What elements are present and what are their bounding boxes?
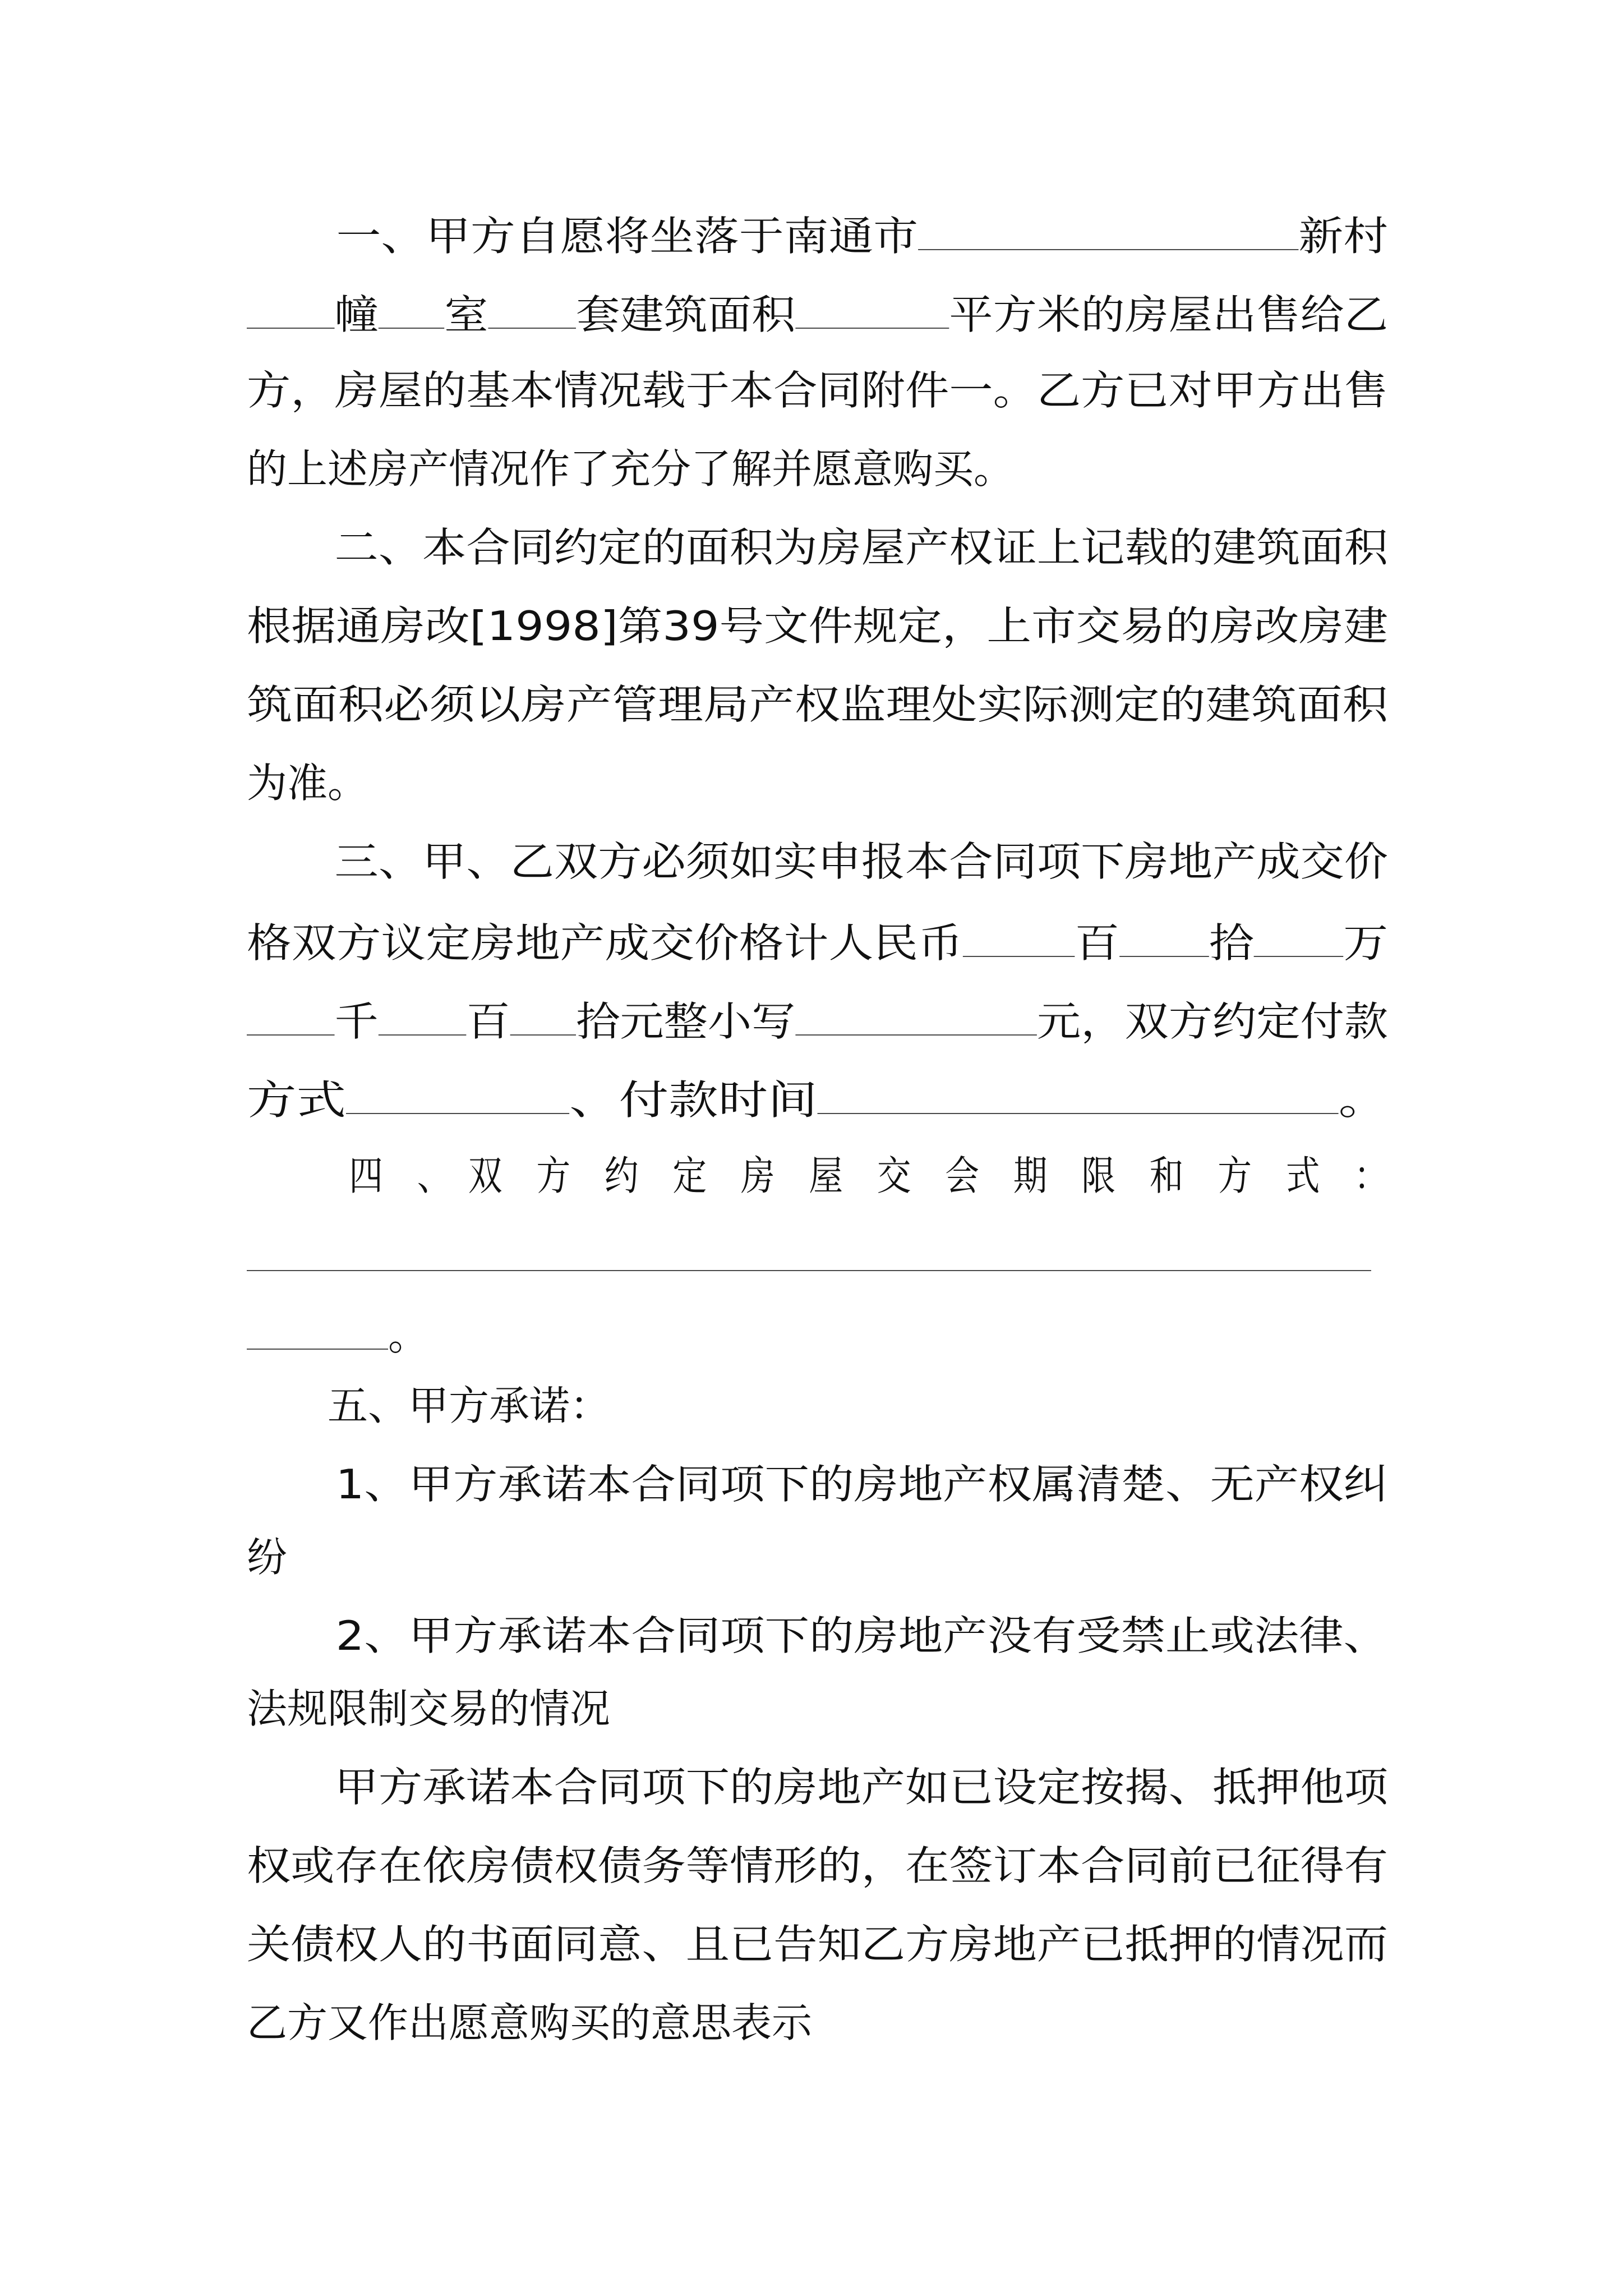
- text-line-15: 。: [247, 1313, 428, 1356]
- text-line-18: 纷: [247, 1534, 288, 1581]
- fill-in-blank: [379, 292, 444, 329]
- text-line-2: 幢 室 套建筑面积 平方米的房屋出售给乙: [247, 292, 1388, 335]
- text-line-19: 2、甲方承诺本合同项下的房地产没有受禁止或法律、: [247, 1612, 1388, 1659]
- fill-in-blank: [795, 999, 1036, 1036]
- fill-in-blank: [346, 1077, 569, 1114]
- fill-in-blank: [247, 292, 335, 329]
- text-line-8: 为准。: [247, 760, 368, 807]
- text-line-11: 千 百 拾元整小写 元，双方约定付款: [247, 999, 1388, 1042]
- fill-in-blank: [818, 1077, 1339, 1114]
- fill-in-blank: [1119, 920, 1209, 957]
- fill-in-blank: [918, 213, 1298, 250]
- text-line-13: 四 、 双 方 约 定 房 屋 交 会 期 限 和 方 式 ：: [247, 1152, 1389, 1199]
- text-line-1: 一、甲方自愿将坐落于南通市 新村: [247, 213, 1389, 260]
- fill-in-blank: [1254, 920, 1344, 957]
- text-line-21: 甲方承诺本合同项下的房地产如已设定按揭、抵押他项: [247, 1764, 1389, 1811]
- text-line-17: 1、甲方承诺本合同项下的房地产权属清楚、无产权纠: [247, 1461, 1388, 1508]
- text-line-23: 关债权人的书面同意、且已告知乙方房地产已抵押的情况而: [247, 1921, 1389, 1968]
- text-line-6: 根据通房改[1998]第39号文件规定，上市交易的房改房建: [247, 602, 1389, 650]
- fill-in-blank: [247, 1313, 388, 1350]
- text-line-16: 五、甲方承诺：: [247, 1382, 611, 1429]
- text-line-3: 方，房屋的基本情况载于本合同附件一。乙方已对甲方出售: [247, 367, 1389, 414]
- fill-in-blank: [247, 1234, 1371, 1271]
- text-line-4: 的上述房产情况作了充分了解并愿意购买。: [247, 445, 1015, 493]
- text-line-12: 方式 、付款时间 。: [247, 1076, 1389, 1124]
- fill-in-blank: [510, 999, 576, 1036]
- text-line-10: 格双方议定房地产成交价格计人民币 百 拾 万: [247, 919, 1389, 967]
- fill-in-blank: [247, 999, 335, 1036]
- text-line-5: 二、本合同约定的面积为房屋产权证上记载的建筑面积: [247, 524, 1389, 571]
- text-line-24: 乙方又作出愿意购买的意思表示: [247, 1999, 813, 2046]
- fill-in-blank: [963, 920, 1075, 957]
- fill-in-blank: [488, 292, 577, 329]
- text-line-22: 权或存在依房债权债务等情形的，在签订本合同前已征得有: [247, 1842, 1389, 1889]
- text-line-14: [247, 1234, 1371, 1277]
- text-line-9: 三、甲、乙双方必须如实申报本合同项下房地产成交价: [247, 838, 1389, 885]
- text-line-20: 法规限制交易的情况: [247, 1685, 611, 1732]
- text-line-7: 筑面积必须以房产管理局产权监理处实际测定的建筑面积: [247, 681, 1389, 728]
- fill-in-blank: [795, 292, 949, 329]
- fill-in-blank: [379, 999, 467, 1036]
